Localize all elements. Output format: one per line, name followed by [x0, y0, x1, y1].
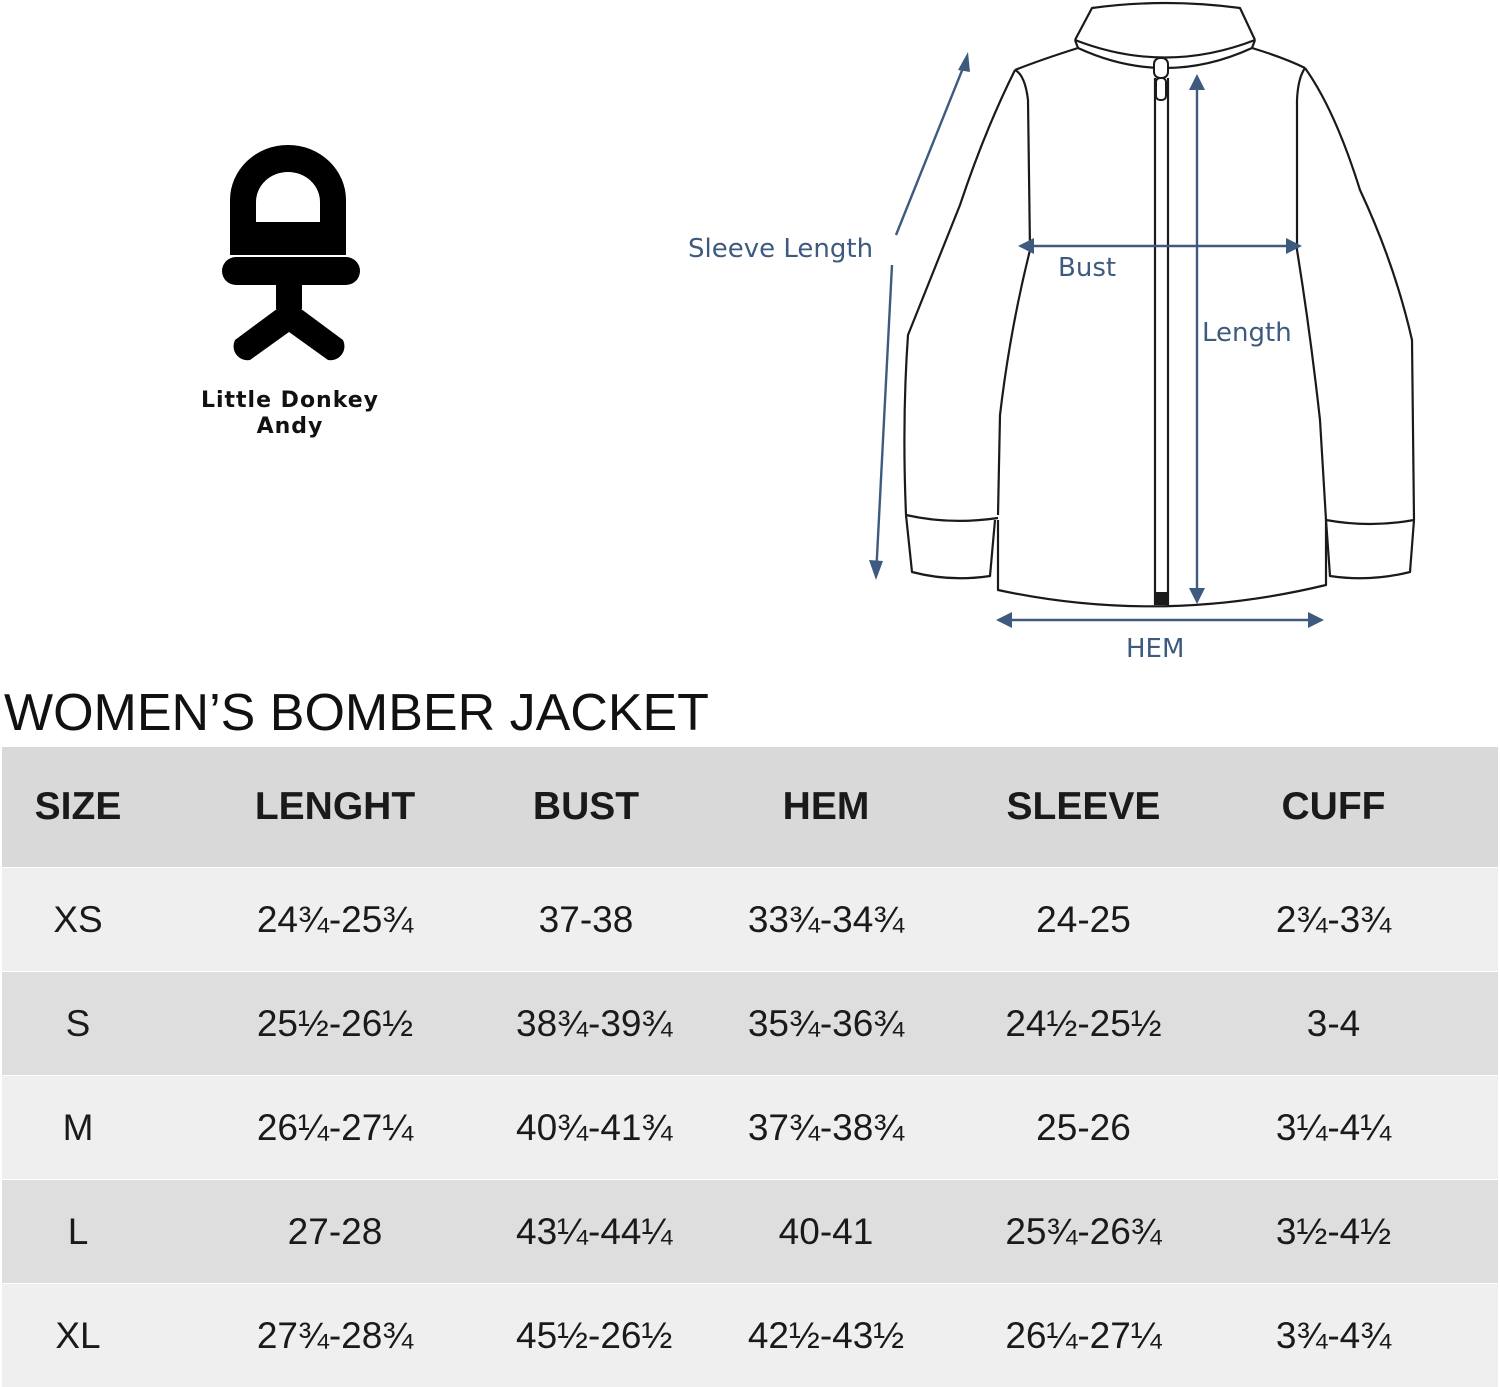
logo-text-line1: Little Donkey — [200, 388, 380, 413]
sleeve-cell: 24-25 — [1036, 898, 1131, 940]
header-bust: BUST — [532, 785, 640, 828]
table-row — [2, 867, 1498, 971]
sleeve-cell: 25-26 — [1036, 1106, 1131, 1148]
jacket-measurement-diagram — [0, 0, 1500, 680]
bust-cell: 43¼-44¼ — [516, 1210, 673, 1252]
length-cell: 26¼-27¼ — [256, 1106, 414, 1148]
hem-cell: 40-41 — [778, 1210, 874, 1252]
bust-cell: 38¾-39¾ — [516, 1002, 673, 1044]
page-title: WOMEN’S BOMBER JACKET — [4, 684, 709, 742]
cuff-cell: 3¼-4¼ — [1275, 1106, 1392, 1148]
header-hem: HEM — [782, 785, 870, 828]
length-label: Length — [1202, 318, 1292, 348]
cuff-cell: 2¾-3¾ — [1275, 898, 1392, 940]
hem-cell: 35¾-36¾ — [747, 1002, 905, 1044]
size-cell: S — [65, 1002, 91, 1044]
sleeve-length-label: Sleeve Length — [688, 234, 874, 264]
cuff-cell: 3-4 — [1306, 1002, 1361, 1044]
size-chart-table — [2, 747, 1498, 1387]
header-cuff: CUFF — [1281, 785, 1386, 828]
length-cell: 24¾-25¾ — [256, 898, 414, 940]
sleeve-cell: 26¼-27¼ — [1005, 1314, 1162, 1356]
logo-text-line2: Andy — [256, 414, 324, 439]
header-length: LENGHT — [254, 785, 416, 828]
bust-cell: 40¾-41¾ — [516, 1106, 673, 1148]
length-cell: 25½-26½ — [256, 1002, 414, 1044]
hem-cell: 33¾-34¾ — [747, 898, 905, 940]
hem-cell: 37¾-38¾ — [747, 1106, 905, 1148]
table-row — [2, 971, 1498, 1075]
bust-cell: 45½-26½ — [516, 1314, 673, 1356]
length-cell: 27-28 — [287, 1210, 383, 1252]
table-row — [2, 1179, 1498, 1283]
size-cell: M — [62, 1106, 94, 1148]
sleeve-cell: 24½-25½ — [1005, 1002, 1162, 1044]
bust-cell: 37-38 — [538, 898, 634, 940]
cuff-cell: 3¾-4¾ — [1275, 1314, 1392, 1356]
table-row — [2, 1283, 1498, 1387]
hem-cell: 42½-43½ — [747, 1314, 905, 1356]
size-cell: XS — [53, 898, 103, 940]
size-cell: XL — [55, 1314, 101, 1356]
sleeve-cell: 25¾-26¾ — [1005, 1210, 1162, 1252]
length-cell: 27¾-28¾ — [256, 1314, 414, 1356]
cuff-cell: 3½-4½ — [1275, 1210, 1392, 1252]
header-sleeve: SLEEVE — [1006, 785, 1161, 828]
table-row — [2, 1075, 1498, 1179]
header-size: SIZE — [34, 785, 122, 828]
hem-label: HEM — [1126, 634, 1185, 664]
table-header-row — [2, 747, 1498, 867]
size-cell: L — [67, 1210, 89, 1252]
bust-label: Bust — [1058, 253, 1117, 283]
